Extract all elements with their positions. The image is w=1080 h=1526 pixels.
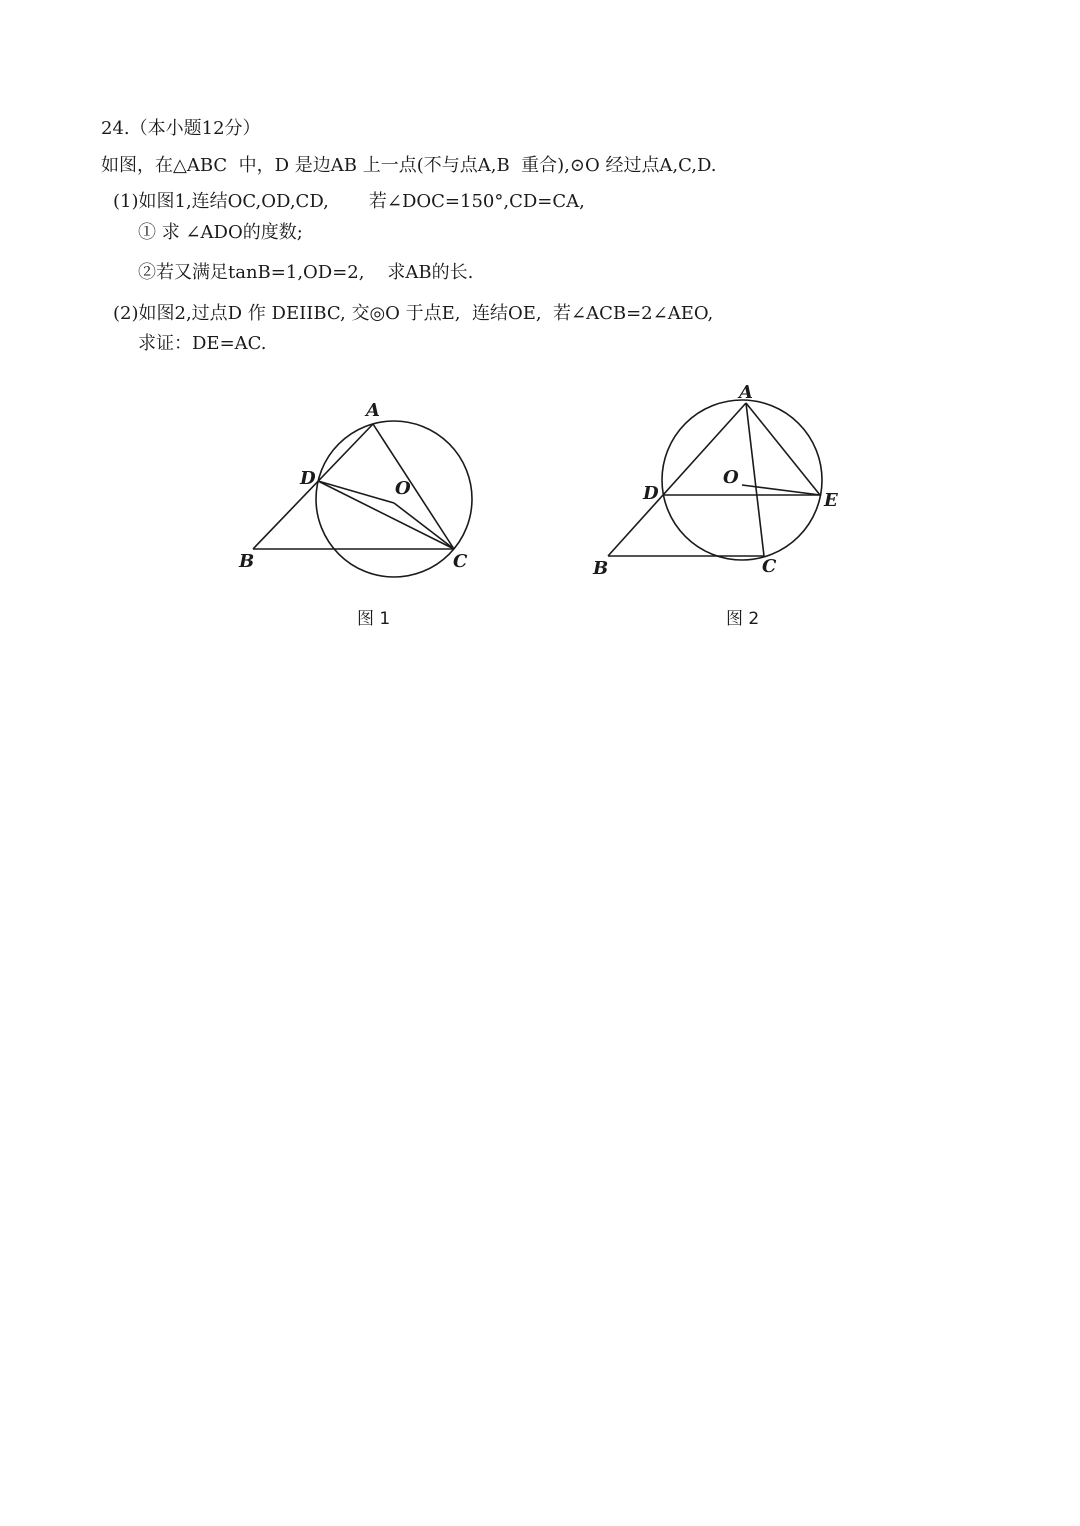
fig2-segment-oe bbox=[742, 485, 820, 495]
fig2-label-o: O bbox=[723, 467, 739, 488]
part1-question-2: ②若又满足tanB=1,OD=2, 求AB的长. bbox=[138, 262, 474, 283]
figure-1-caption: 图 1 bbox=[357, 609, 391, 629]
fig1-label-a: A bbox=[366, 400, 380, 421]
part2-proof: 求证：DE=AC. bbox=[138, 333, 267, 354]
part1-statement: (1)如图1,连结OC,OD,CD, 若∠DOC=150°,CD=CA, bbox=[113, 191, 585, 212]
fig1-label-c: C bbox=[453, 551, 468, 572]
fig1-label-o: O bbox=[395, 478, 411, 499]
fig2-circle bbox=[662, 400, 822, 560]
fig1-label-d: D bbox=[300, 468, 316, 489]
fig2-label-b: B bbox=[593, 558, 609, 579]
problem-header: 24.（本小题12分） bbox=[101, 118, 261, 139]
part1-question-1: ① 求 ∠ADO的度数; bbox=[138, 222, 303, 243]
figure-1-diagram bbox=[230, 395, 490, 590]
figure-2-caption: 图 2 bbox=[726, 609, 760, 629]
problem-intro: 如图，在△ABC 中，D 是边AB 上一点(不与点A,B 重合),⊙O 经过点A,C,D. bbox=[101, 155, 717, 176]
fig2-label-d: D bbox=[643, 483, 659, 504]
fig1-circle bbox=[316, 421, 472, 577]
fig2-segment-ae bbox=[746, 403, 820, 495]
fig1-segment-ac bbox=[373, 424, 454, 549]
fig2-label-c: C bbox=[762, 556, 777, 577]
part2-statement: (2)如图2,过点D 作 DEIIBC, 交◎O 于点E, 连结OE, 若∠ACB=2∠AEO, bbox=[113, 303, 714, 324]
fig2-segment-ac bbox=[746, 403, 764, 556]
fig2-label-e: E bbox=[824, 490, 838, 511]
fig1-label-b: B bbox=[239, 551, 255, 572]
fig1-segment-dc bbox=[318, 481, 454, 549]
fig2-label-a: A bbox=[739, 382, 753, 403]
figure-2-diagram bbox=[580, 375, 850, 590]
fig1-segment-oc bbox=[394, 503, 454, 549]
